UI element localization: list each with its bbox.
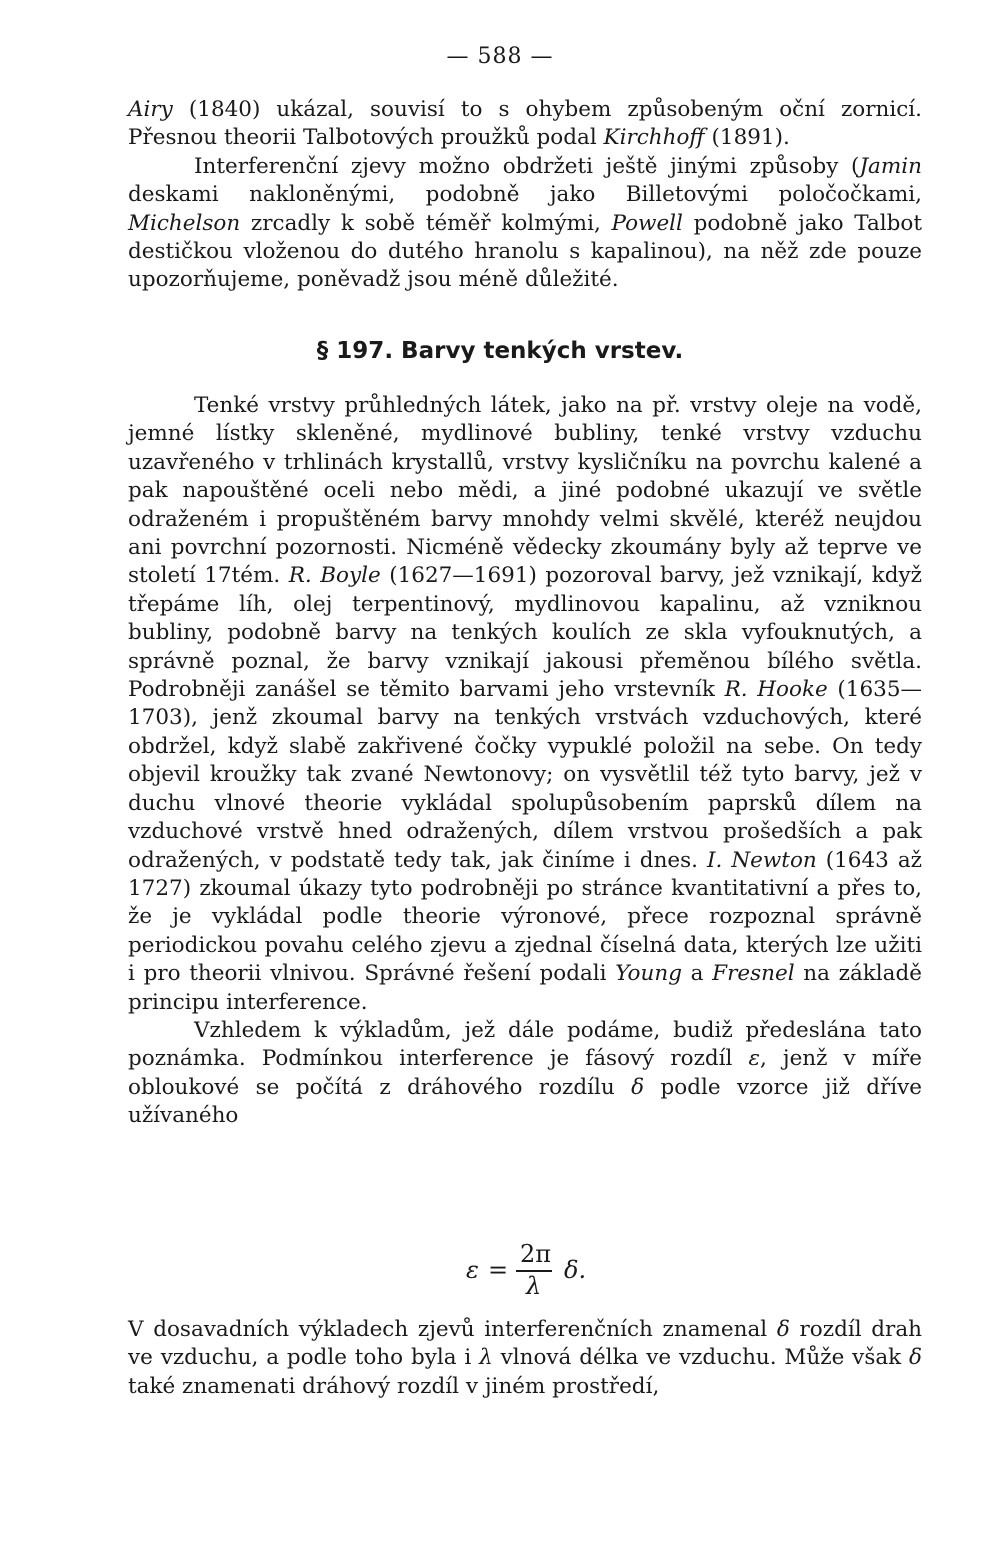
text-run: a <box>681 961 713 987</box>
text-run: Tenké vrstvy průhledných látek, jako na př. vrstvy oleje na vodě, jemné lístky skleněné, mydlinové bubliny, tenké vrstvy vzduchu uzavřeného v trhlinách krystallů, vrstvy kysličníku na povrchu kalené a pak napouštěné oceli nebo mědi, a jiné podobné ukazují ve světle odraženém i propuštěném barvy mnohdy velmi skvělé, kteréž neujdou ani povrchní pozornosti. Nicméně vědecky zkoumány byly až teprve ve století 17tém. <box>128 393 922 589</box>
text-run: na základě principu interference. <box>128 961 922 1015</box>
text-run: (1643 až 1727) zkoumal úkazy tyto podrobněji po stránce kvantitativní a přes to, že je vykládal podle theorie výronové, přece rozpoznal správně periodickou povahu celého zjevu a zjednal číselná data, kterých lze užiti i pro theorii vlnivou. Správné řešení podali <box>128 847 922 987</box>
italic-text: Airy <box>128 97 173 122</box>
italic-text: R. Boyle <box>288 563 381 589</box>
text-run: podle vzorce již dříve užívaného <box>128 1074 922 1129</box>
italic-text: δ <box>776 1317 790 1342</box>
formula-numerator: 2π <box>520 1240 552 1268</box>
italic-text: δ <box>631 1074 645 1100</box>
text-run: (1840) ukázal, souvisí to s ohybem způsobeným oční zornicí. Přesnou theorii Talbotových proužků podal <box>128 97 922 151</box>
text-run: (1627—1691) pozoroval barvy, jež vznikají, když třepáme líh, olej terpentinový, mydlinovou kapalinu, až vzniknou bubliny, podobně barvy na tenkých koulích ze skla vyfouknutých, a správně poznal, že barvy vznikají jakousi přeměnou bílého světla. Podrobněji zanášel se těmito barvami jeho vrstevník <box>128 563 922 703</box>
formula-rhs: δ. <box>564 1256 587 1284</box>
section-heading: § 197. Barvy tenkých vrstev. <box>316 338 684 364</box>
italic-text: Kirchhoff <box>603 125 705 151</box>
text-run: také znamenati dráhový rozdíl v jiném prostředí, <box>128 1373 660 1399</box>
text-block-top <box>128 96 922 295</box>
paragraph <box>128 1316 922 1401</box>
formula-denominator: λ <box>526 1272 542 1300</box>
formula-lhs: ε <box>466 1256 479 1284</box>
text-run: V dosavadních výkladech zjevů interferenčních znamenal <box>128 1317 777 1342</box>
text-run: Interferenční zjevy možno obdržeti ještě jinými způsoby ( <box>194 153 860 179</box>
text-run: (1635—1703), jenž zkoumal barvy na tenkých vrstvách vzduchových, které obdržel, když slabě zakřivené čočky vypuklé položil na sebe. On tedy objevil kroužky tak zvané Newtonovy; on vysvětlil též tyto barvy, jež v duchu vlnové theorie vykládal spolupůsobením paprsků dílem na vzduchové vrstvě hned odražených, dílem vrstvou prošedších a pak odražených, v podstatě tedy tak, jak činíme i dnes. <box>128 677 922 873</box>
italic-text: Young <box>615 961 682 987</box>
italic-text: R. Hooke <box>724 677 828 703</box>
italic-text: Michelson <box>128 210 241 236</box>
italic-text: Fresnel <box>712 961 795 987</box>
text-run: podobně jako Talbot destičkou vloženou do dutého hranolu s kapalinou), na něž zde pouze upozorňujeme, poněvadž jsou méně důležité. <box>128 210 922 293</box>
text-run: , jenž v míře obloukové se počítá z dráhového rozdílu <box>128 1046 922 1100</box>
text-run: Vzhledem k výkladům, jež dále podáme, budiž předeslána tato poznámka. Podmínkou interference je fásový rozdíl <box>128 1017 922 1072</box>
italic-text: λ <box>479 1345 493 1371</box>
formula <box>466 1240 606 1300</box>
italic-text: Powell <box>611 210 683 236</box>
paragraph <box>128 392 922 1017</box>
page-number: — 588 — <box>446 44 554 69</box>
paragraph <box>128 1017 922 1131</box>
italic-text: ε <box>748 1046 761 1072</box>
italic-text: Jamin <box>859 153 922 179</box>
text-run: rozdíl drah ve vzduchu, a podle toho byla i <box>128 1317 922 1371</box>
italic-text: δ <box>909 1345 922 1371</box>
italic-text: I. Newton <box>707 847 817 873</box>
text-run: zrcadly k sobě téměř kolmými, <box>240 210 612 236</box>
text-run: vlnová délka ve vzduchu. Může však <box>492 1345 910 1371</box>
formula-equals: = <box>488 1256 509 1284</box>
text-block-bottom <box>128 1316 922 1401</box>
paragraph <box>128 153 922 295</box>
text-run: (1891). <box>704 125 790 151</box>
text-run: deskami nakloněnými, podobně jako Billetovými poločočkami, <box>128 182 922 208</box>
paragraph <box>128 96 922 153</box>
text-block-main <box>128 392 922 1131</box>
